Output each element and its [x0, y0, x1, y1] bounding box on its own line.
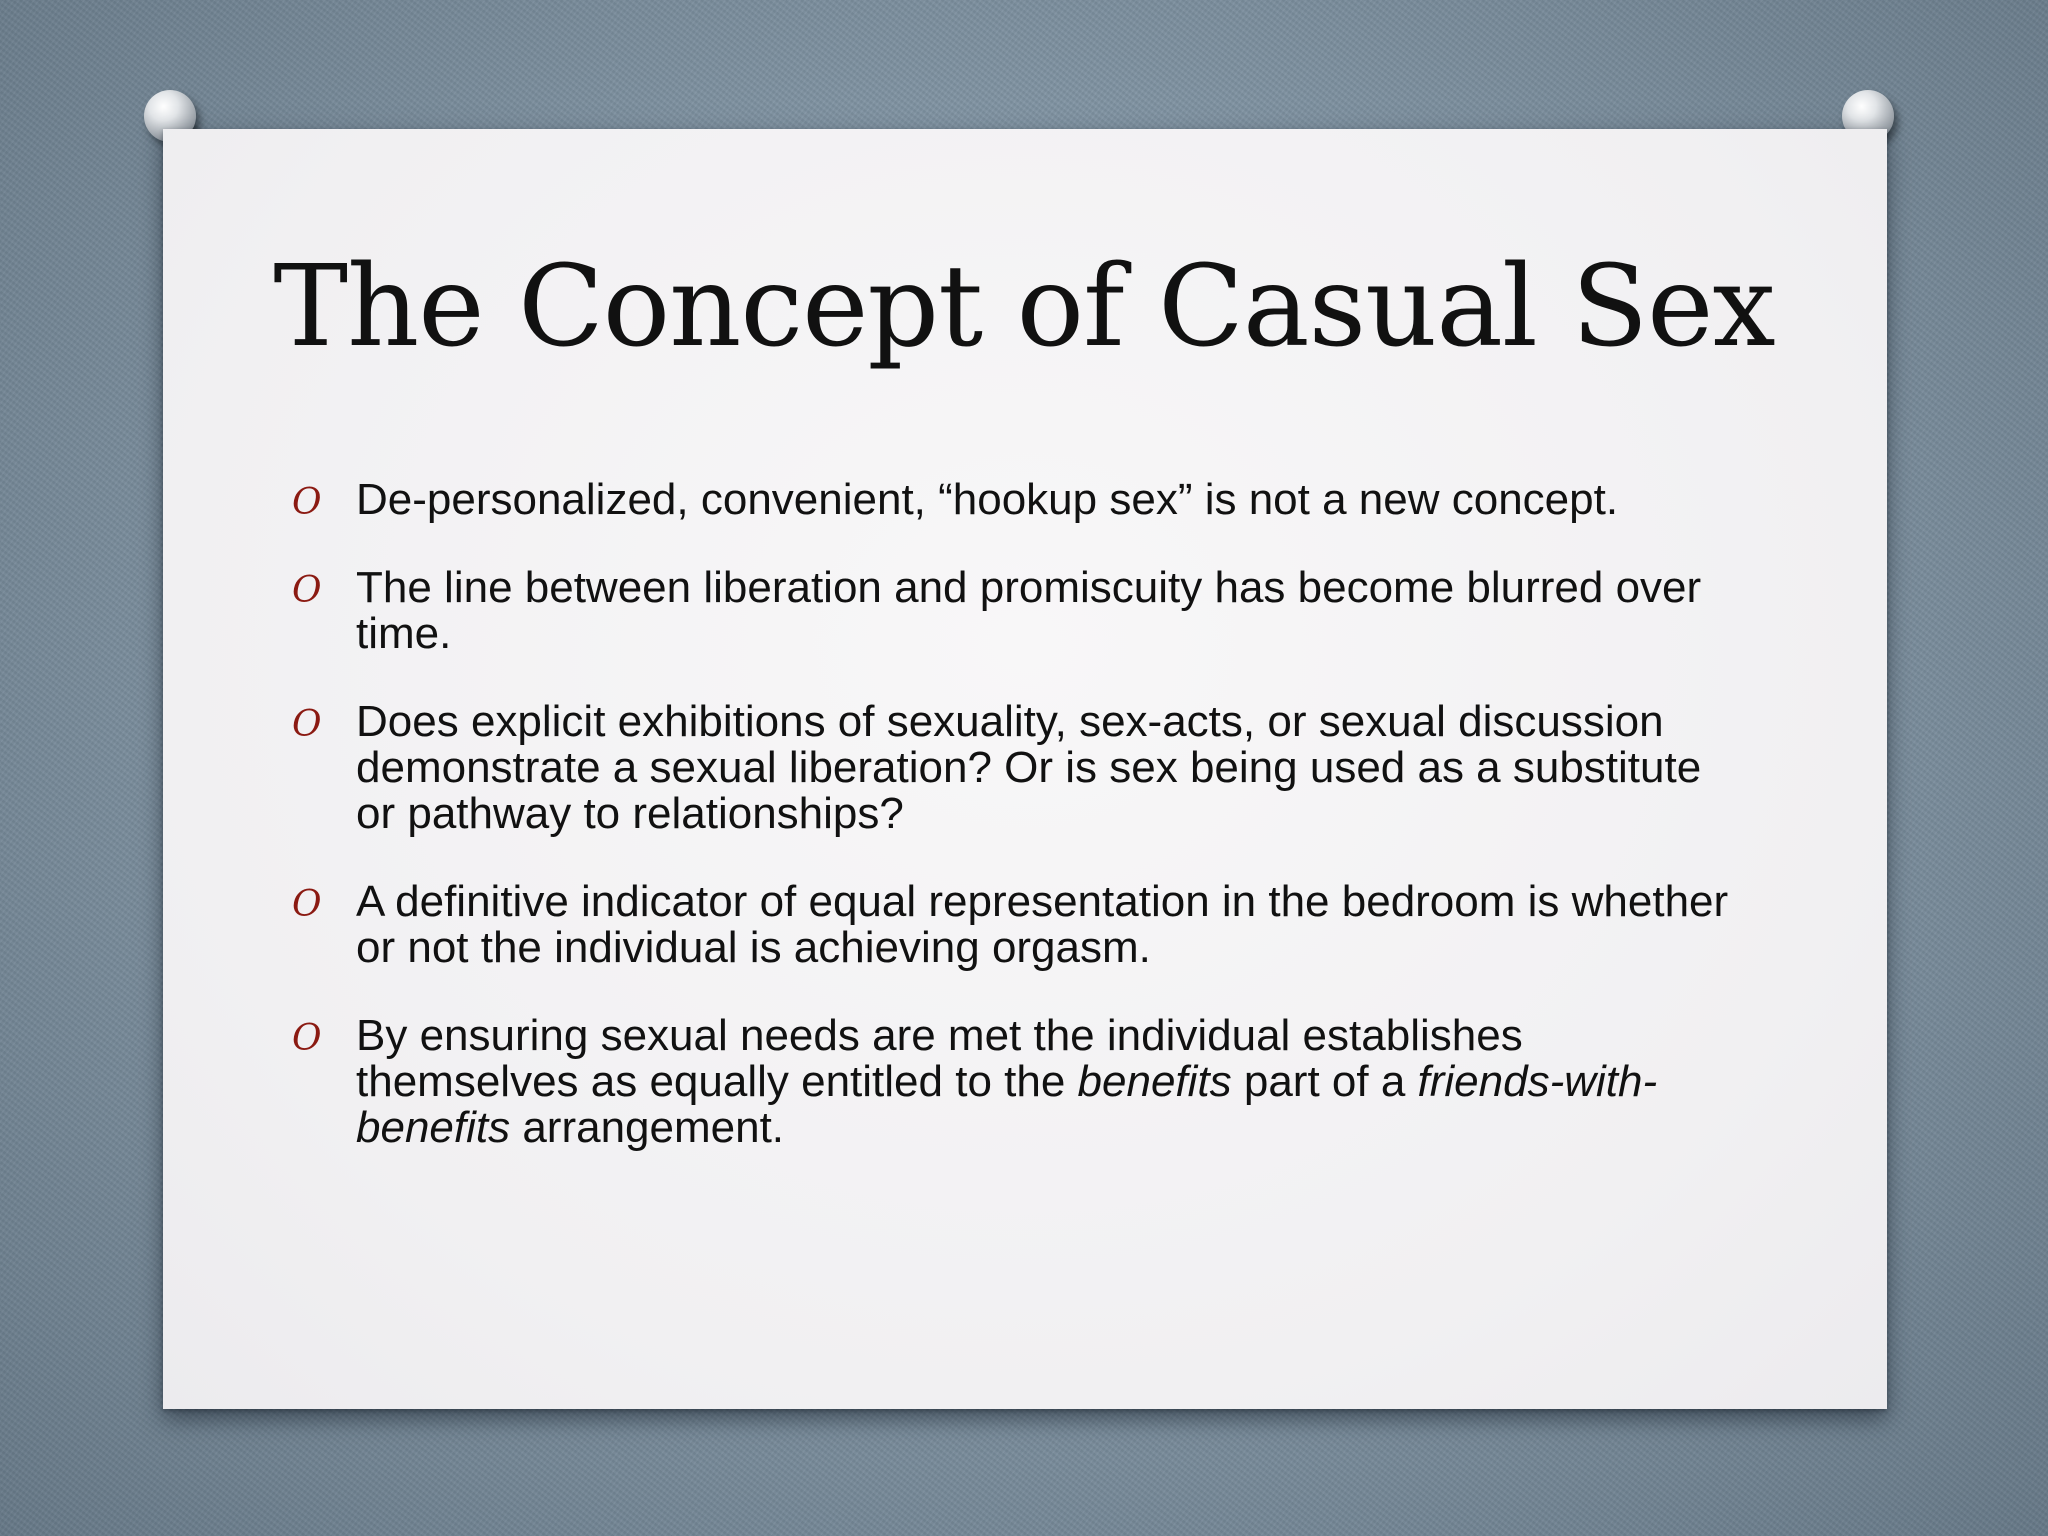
bullet-list [292, 477, 1752, 1193]
bullet-text: A definitive indicator of equal representation in the bedroom is whether or not the individual is achieving orgasm. [356, 877, 1729, 972]
bullet-text: By ensuring sexual needs are met the individual establishes themselves as equally entitled to the benefits part of a friends-with-benefits arrangement. [356, 1011, 1658, 1152]
bullet-text: The line between liberation and promiscuity has become blurred over time. [356, 563, 1702, 658]
bullet-item [292, 699, 1752, 837]
bullet-marker-icon: O [292, 884, 322, 925]
bullet-marker-icon: O [292, 1018, 322, 1059]
bullet-item [292, 565, 1752, 657]
bullet-marker-icon: O [292, 704, 322, 745]
bullet-marker-icon: O [292, 482, 322, 523]
emphasis-benefits: benefits [1077, 1057, 1232, 1106]
emphasis-friends-with-benefits: friends-with-benefits [356, 1057, 1658, 1152]
bullet-item [292, 477, 1752, 523]
bullet-text: De-personalized, convenient, “hookup sex” is not a new concept. [356, 475, 1619, 524]
bullet-item [292, 879, 1752, 971]
slide-title: The Concept of Casual Sex [273, 242, 1775, 372]
bullet-text: Does explicit exhibitions of sexuality, sex-acts, or sexual discussion demonstrate a sexual liberation? Or is sex being used as a substitute or pathway to relationships? [356, 697, 1702, 838]
bullet-marker-icon: O [292, 570, 322, 611]
bullet-item [292, 1013, 1752, 1151]
